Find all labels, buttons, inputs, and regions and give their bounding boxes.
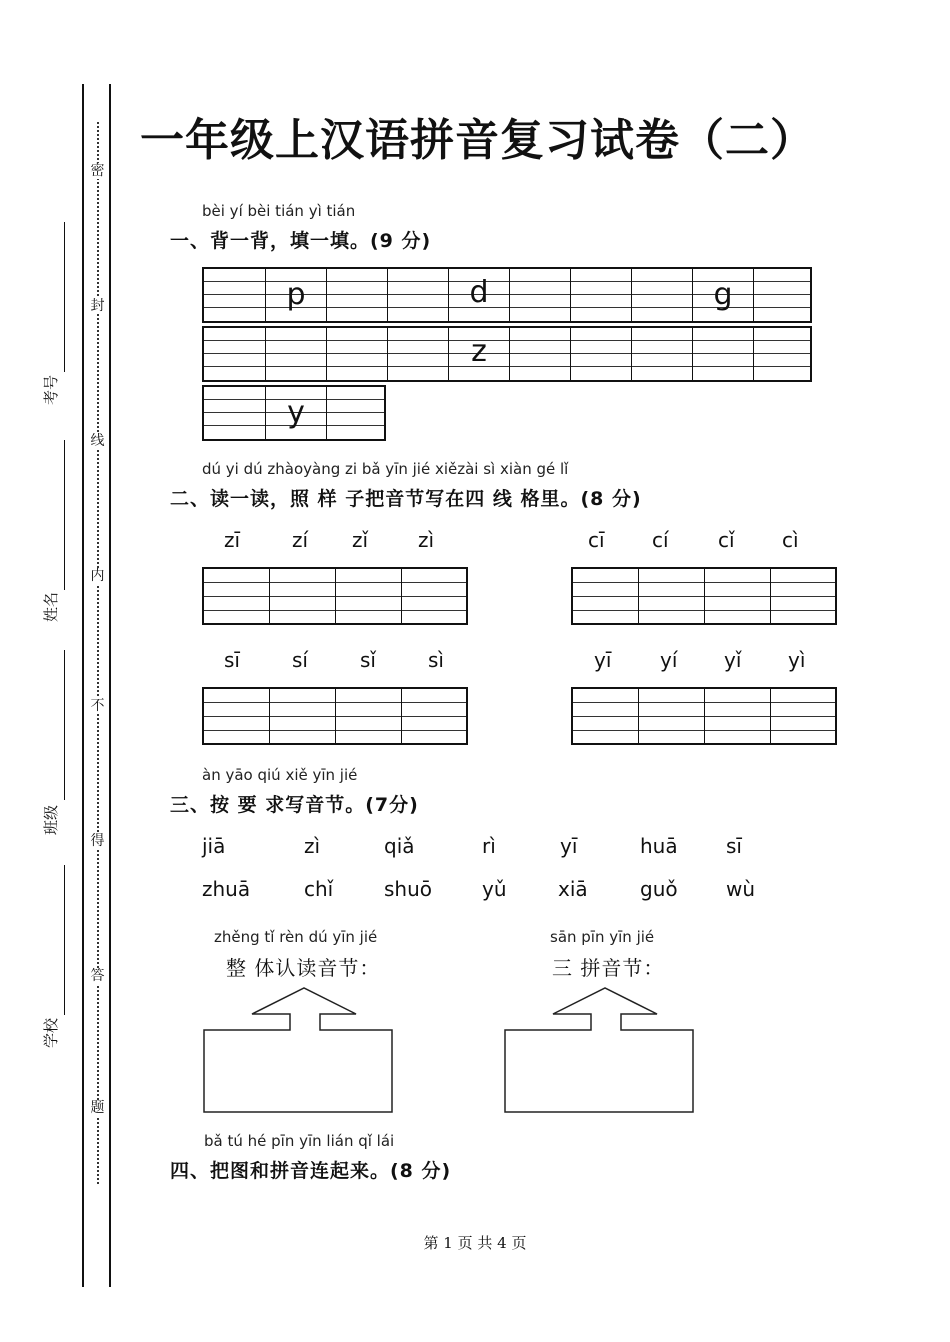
syllable: yí	[660, 648, 678, 672]
field-exam-number-line[interactable]	[64, 222, 65, 372]
syllable: cí	[652, 528, 669, 552]
writing-grid[interactable]	[571, 687, 837, 745]
writing-grid[interactable]	[202, 267, 812, 323]
syllable: chǐ	[304, 877, 334, 901]
grid-letter: p	[286, 277, 306, 312]
field-school-line[interactable]	[64, 865, 65, 1015]
box1-pinyin: zhěng tǐ rèn dú yīn jié	[214, 928, 378, 946]
grid-letter: z	[471, 334, 487, 369]
syllable: yǐ	[724, 648, 742, 672]
answer-arrow-box[interactable]	[503, 986, 697, 1116]
grid-letter: g	[713, 277, 733, 312]
syllable: rì	[482, 834, 496, 858]
syllable: sì	[428, 648, 444, 672]
writing-grid[interactable]	[202, 567, 468, 625]
section4-pinyin: bǎ tú hé pīn yīn lián qǐ lái	[204, 1132, 395, 1150]
syllable: guǒ	[640, 877, 678, 901]
syllable: zì	[304, 834, 321, 858]
syllable: sǐ	[360, 648, 376, 672]
seal-char: 线	[90, 433, 105, 449]
writing-grid[interactable]	[202, 326, 812, 382]
grid-letter: y	[287, 395, 305, 430]
syllable: zí	[292, 528, 309, 552]
writing-grid[interactable]	[202, 687, 468, 745]
syllable: zǐ	[352, 528, 369, 552]
field-exam-number-label: 考号	[42, 374, 60, 405]
seal-dotted-line	[97, 122, 99, 1184]
field-school-label: 学校	[42, 1017, 60, 1048]
seal-char: 封	[90, 298, 105, 314]
field-name-line[interactable]	[64, 440, 65, 590]
writing-grid[interactable]	[571, 567, 837, 625]
section3-pinyin: àn yāo qiú xiě yīn jié	[202, 766, 358, 784]
seal-char: 得	[90, 833, 105, 849]
syllable: zhuā	[202, 877, 251, 901]
section3-heading: 三、按 要 求写音节。(7分)	[170, 794, 419, 816]
syllable: yī	[594, 648, 612, 672]
field-name-label: 姓名	[42, 591, 60, 622]
syllable: wù	[726, 877, 756, 901]
section2-heading: 二、读一读，照 样 子把音节写在四 线 格里。(8 分)	[170, 488, 642, 510]
margin-line-right	[109, 84, 111, 1287]
seal-char: 内	[90, 568, 105, 584]
margin-line-left	[82, 84, 84, 1287]
section1-heading: 一、背一背，填一填。(9 分)	[170, 230, 432, 252]
syllable: sī	[726, 834, 742, 858]
syllable: cǐ	[718, 528, 735, 552]
seal-char: 不	[90, 698, 105, 714]
seal-char: 密	[90, 163, 105, 179]
syllable: zì	[418, 528, 435, 552]
syllable: yǔ	[482, 877, 507, 901]
seal-char: 答	[90, 968, 105, 984]
page-footer: 第 1 页 共 4 页	[423, 1234, 527, 1252]
syllable: yī	[560, 834, 578, 858]
syllable: huā	[640, 834, 678, 858]
section1-pinyin: bèi yí bèi tián yì tián	[202, 202, 356, 220]
syllable: sí	[292, 648, 308, 672]
syllable: xiā	[558, 877, 588, 901]
field-class-line[interactable]	[64, 650, 65, 800]
field-class-label: 班级	[42, 804, 60, 835]
syllable: sī	[224, 648, 240, 672]
grid-letter: d	[469, 275, 489, 310]
syllable: qiǎ	[384, 834, 415, 858]
section2-pinyin: dú yi dú zhàoyàng zi bǎ yīn jié xiězài sì xiàn gé lǐ	[202, 460, 569, 478]
syllable: yì	[788, 648, 806, 672]
section4-heading: 四、把图和拼音连起来。(8 分)	[170, 1160, 452, 1182]
writing-grid[interactable]	[202, 385, 386, 441]
box2-label: 三 拼音节：	[552, 956, 665, 980]
syllable: zī	[224, 528, 241, 552]
syllable: shuō	[384, 877, 433, 901]
answer-arrow-box[interactable]	[202, 986, 396, 1116]
syllable: cì	[782, 528, 799, 552]
page-title: 一年级上汉语拼音复习试卷（二）	[140, 115, 815, 166]
syllable: cī	[588, 528, 605, 552]
syllable: jiā	[202, 834, 226, 858]
box2-pinyin: sān pīn yīn jié	[550, 928, 655, 946]
box1-label: 整 体认读音节：	[226, 956, 381, 980]
seal-char: 题	[90, 1100, 105, 1116]
